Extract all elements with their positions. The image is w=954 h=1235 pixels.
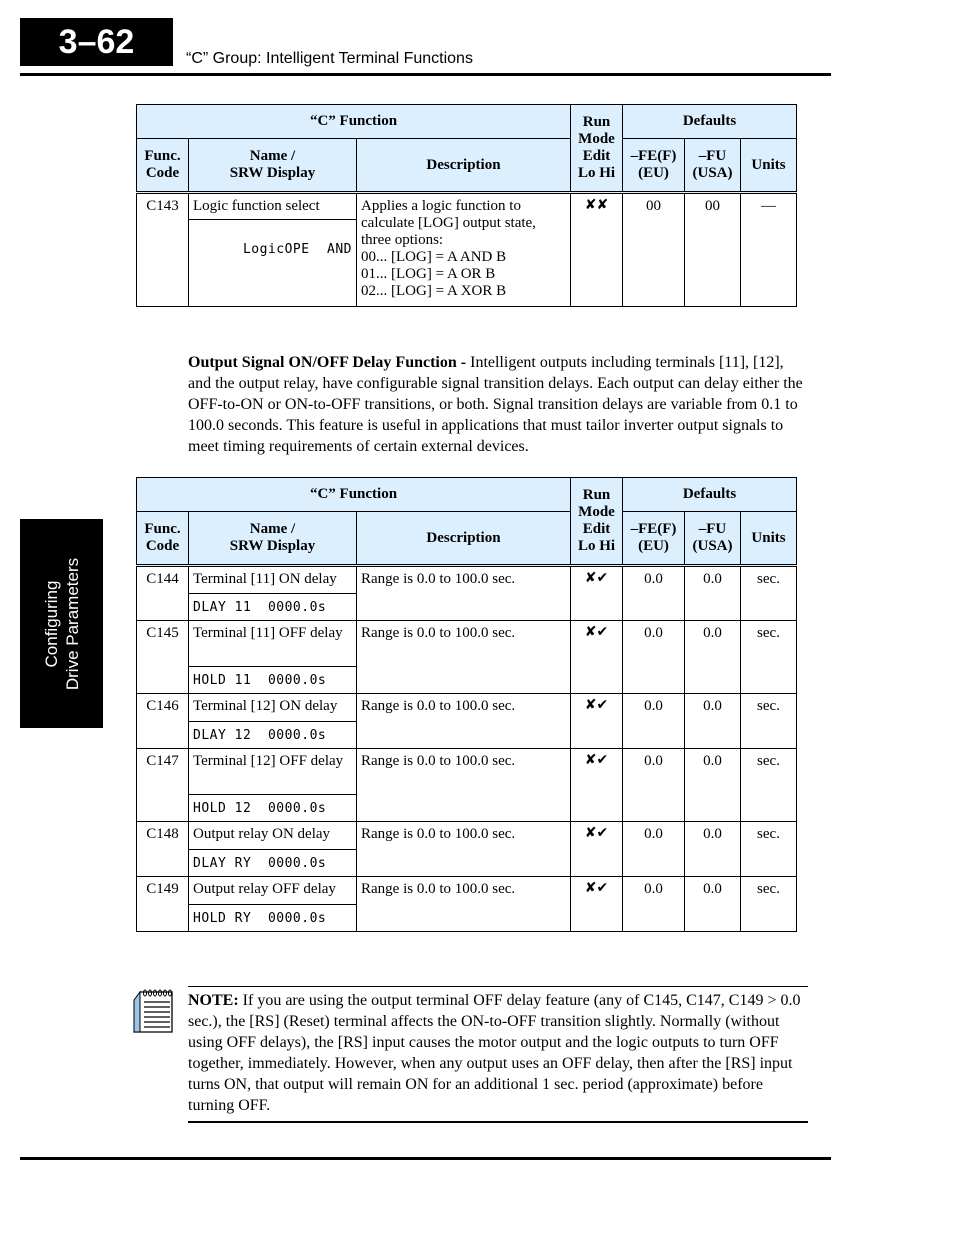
default-fe: 0.0 — [623, 877, 685, 932]
func-code-header: Func. Code — [137, 512, 189, 566]
paragraph-heading: Output Signal ON/OFF Delay Function - — [188, 354, 471, 371]
table-row — [137, 749, 797, 795]
table-row — [137, 193, 797, 220]
function-name: Logic function select — [189, 193, 357, 220]
table-row — [137, 566, 797, 594]
run-mode-edit: ✘✔ — [571, 621, 623, 694]
func-code: C147 — [137, 749, 189, 822]
function-description: Range is 0.0 to 100.0 sec. — [357, 566, 571, 621]
default-fu: 0.0 — [685, 621, 741, 694]
run-mode-header: Run Mode Edit Lo Hi — [571, 105, 623, 193]
run-mode-edit: ✘✔ — [571, 694, 623, 749]
func-code: C143 — [137, 193, 189, 307]
page-number: 3–62 — [20, 18, 173, 66]
fe-header: –FE(F) (EU) — [623, 139, 685, 193]
paragraph-body: Intelligent outputs including terminals [11], [12], and the output relay, have configurable signal transition delays. Each output can delay either the OFF-to-ON or ON-to-OFF transitions, or both. Signal transition delays are variable from 0.1 to 100.0 seconds. This feature is useful in applications that must tailor inverter output signals to meet timing requirements of certain external devices. — [188, 354, 803, 455]
section-title: “C” Group: Intelligent Terminal Functions — [186, 50, 473, 67]
func-code: C146 — [137, 694, 189, 749]
function-description: Range is 0.0 to 100.0 sec. — [357, 621, 571, 694]
units: sec. — [741, 566, 797, 621]
units: sec. — [741, 877, 797, 932]
footer-divider — [20, 1157, 831, 1160]
default-fu: 0.0 — [685, 749, 741, 822]
logic-function-table — [136, 104, 797, 307]
run-mode-edit: ✘✔ — [571, 822, 623, 877]
default-fu: 0.0 — [685, 877, 741, 932]
function-name: Terminal [11] OFF delay — [189, 621, 357, 667]
function-name: Terminal [11] ON delay — [189, 566, 357, 594]
func-code: C148 — [137, 822, 189, 877]
function-description: Applies a logic function to calculate [LOG] output state, three options: 00... [LOG] = A AND B 01... [LOG] = A OR B 02... [LOG] = A XOR B — [357, 193, 571, 307]
default-fu: 0.0 — [685, 822, 741, 877]
default-fe: 0.0 — [623, 621, 685, 694]
default-fe: 0.0 — [623, 694, 685, 749]
table-row — [137, 621, 797, 667]
description-header: Description — [357, 512, 571, 566]
delay-function-table — [136, 477, 797, 932]
notepad-icon — [130, 988, 176, 1034]
units-header: Units — [741, 512, 797, 566]
default-fu: 0.0 — [685, 694, 741, 749]
name-header: Name / SRW Display — [189, 139, 357, 193]
default-fu: 00 — [685, 193, 741, 307]
fu-header: –FU (USA) — [685, 139, 741, 193]
srw-display: HOLD 11 0000.0s — [189, 667, 357, 694]
units: sec. — [741, 694, 797, 749]
note-text — [188, 990, 808, 1116]
note-label: NOTE: — [188, 992, 239, 1009]
func-code: C144 — [137, 566, 189, 621]
note-body: If you are using the output terminal OFF delay feature (any of C145, C147, C149 > 0.0 sec.), the [RS] (Reset) terminal affects the ON-to-OFF transition slightly. Normally (without using OFF delays), the [RS] input causes the motor output and the logic outputs to turn OFF together, immediately. However, when any output uses an OFF delay, then after the [RS] input turns ON, that output will remain ON for an additional 1 sec. period (approximate) before turning OFF. — [188, 992, 801, 1114]
c-function-header: “C” Function — [137, 105, 571, 139]
function-name: Output relay ON delay — [189, 822, 357, 850]
default-fe: 0.0 — [623, 749, 685, 822]
defaults-header: Defaults — [623, 478, 797, 512]
function-name: Terminal [12] ON delay — [189, 694, 357, 722]
description-header: Description — [357, 139, 571, 193]
function-description: Range is 0.0 to 100.0 sec. — [357, 694, 571, 749]
note-divider-bottom — [188, 1121, 808, 1123]
function-description: Range is 0.0 to 100.0 sec. — [357, 822, 571, 877]
run-mode-edit: ✘✔ — [571, 749, 623, 822]
srw-display: DLAY 11 0000.0s — [189, 594, 357, 621]
default-fu: 0.0 — [685, 566, 741, 621]
units-header: Units — [741, 139, 797, 193]
side-tab-line2: Drive Parameters — [62, 557, 82, 690]
srw-display: LogicOPE AND — [189, 220, 357, 307]
srw-display: HOLD RY 0000.0s — [189, 905, 357, 932]
units: sec. — [741, 822, 797, 877]
function-description: Range is 0.0 to 100.0 sec. — [357, 749, 571, 822]
function-name: Terminal [12] OFF delay — [189, 749, 357, 795]
table-row — [137, 694, 797, 722]
func-code: C149 — [137, 877, 189, 932]
func-code: C145 — [137, 621, 189, 694]
table-row — [137, 822, 797, 850]
header-divider — [20, 73, 831, 76]
name-header: Name / SRW Display — [189, 512, 357, 566]
side-tab-line1: Configuring — [41, 580, 61, 667]
func-code-header: Func. Code — [137, 139, 189, 193]
fu-header: –FU (USA) — [685, 512, 741, 566]
srw-display: DLAY 12 0000.0s — [189, 722, 357, 749]
units: sec. — [741, 621, 797, 694]
default-fe: 00 — [623, 193, 685, 307]
side-tab — [20, 519, 103, 728]
srw-display: HOLD 12 0000.0s — [189, 795, 357, 822]
default-fe: 0.0 — [623, 822, 685, 877]
run-mode-edit: ✘✘ — [571, 193, 623, 307]
table-row — [137, 877, 797, 905]
function-name: Output relay OFF delay — [189, 877, 357, 905]
defaults-header: Defaults — [623, 105, 797, 139]
run-mode-edit: ✘✔ — [571, 877, 623, 932]
c-function-header: “C” Function — [137, 478, 571, 512]
srw-display: DLAY RY 0000.0s — [189, 850, 357, 877]
default-fe: 0.0 — [623, 566, 685, 621]
note-divider-top — [188, 986, 808, 987]
function-description: Range is 0.0 to 100.0 sec. — [357, 877, 571, 932]
units: sec. — [741, 749, 797, 822]
delay-function-paragraph — [188, 352, 808, 457]
run-mode-edit: ✘✔ — [571, 566, 623, 621]
run-mode-header: Run Mode Edit Lo Hi — [571, 478, 623, 566]
units: — — [741, 193, 797, 307]
fe-header: –FE(F) (EU) — [623, 512, 685, 566]
